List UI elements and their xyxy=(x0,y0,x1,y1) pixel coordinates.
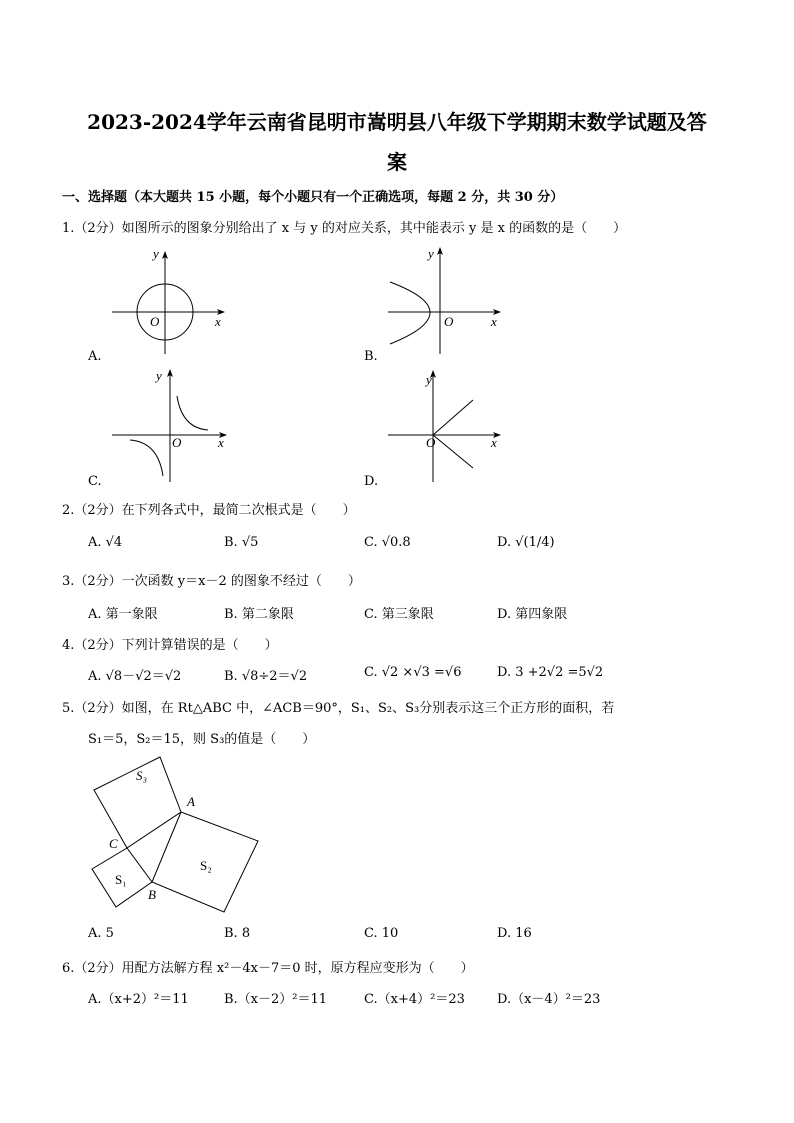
graph-b-x-label: x xyxy=(491,314,497,329)
graph-d-origin-label: O xyxy=(426,435,436,450)
graph-d-y-label: y xyxy=(426,372,432,387)
q1-option-d: D. xyxy=(364,474,379,489)
question-1-stem: 1.（2分）如图所示的图象分别给出了 x 与 y 的对应关系，其中能表示 y 是 x 的函数的是（ ） xyxy=(62,221,627,236)
label-s3: S₃ xyxy=(136,768,148,783)
q4-option-d: D. 3 +2√2 =5√2 xyxy=(497,665,604,680)
question-5-stem: 5.（2分）如图，在 Rt△ABC 中，∠ACB＝90°，S₁、S₂、S₃分别表示这三个正方形的面积，若 xyxy=(62,701,615,716)
label-b: B xyxy=(148,887,156,902)
question-2-stem: 2.（2分）在下列各式中，最简二次根式是（ ） xyxy=(62,503,356,518)
q5-option-b: B. 8 xyxy=(224,926,251,941)
q6-option-d: D.（x－4）²＝23 xyxy=(497,992,601,1007)
q6-option-b: B.（x－2）²＝11 xyxy=(224,992,328,1007)
document-title: 2023-2024学年云南省昆明市嵩明县八年级下学期期末数学试题及答 xyxy=(87,110,707,134)
question-4-stem: 4.（2分）下列计算错误的是（ ） xyxy=(62,638,278,653)
q4-option-b: B. √8÷2＝√2 xyxy=(224,669,308,684)
q2-option-b: B. √5 xyxy=(224,535,259,550)
graph-b-y-label: y xyxy=(428,246,434,261)
document-title-continued: 案 xyxy=(387,150,407,174)
graph-c-y-label: y xyxy=(156,368,162,383)
question-6-stem: 6.（2分）用配方法解方程 x²－4x－7＝0 时，原方程应变形为（ ） xyxy=(62,961,474,976)
q5-option-a: A. 5 xyxy=(88,926,114,941)
graph-b-origin-label: O xyxy=(444,314,454,329)
graph-a-x-label: x xyxy=(215,314,221,329)
graph-d-x-label: x xyxy=(491,435,497,450)
q3-option-d: D. 第四象限 xyxy=(497,607,568,622)
q2-option-d: D. √(1/4) xyxy=(497,535,555,550)
graph-a-y-label: y xyxy=(153,246,159,261)
graph-a-origin-label: O xyxy=(150,314,160,329)
q2-option-a: A. √4 xyxy=(88,535,123,550)
question-5-stem-continued: S₁＝5，S₂＝15，则 S₃的值是（ ） xyxy=(88,732,316,747)
label-a: A xyxy=(187,794,195,809)
q1-option-b: B. xyxy=(364,349,378,364)
q4-option-c: C. √2 ×√3 =√6 xyxy=(364,665,462,680)
q3-option-c: C. 第三象限 xyxy=(364,607,434,622)
question-3-stem: 3.（2分）一次函数 y＝x－2 的图象不经过（ ） xyxy=(62,574,361,589)
q6-option-c: C.（x+4）²＝23 xyxy=(364,992,465,1007)
q3-option-a: A. 第一象限 xyxy=(88,607,158,622)
graph-c-x-label: x xyxy=(218,435,224,450)
label-c: C xyxy=(109,836,118,851)
label-s1: S₁ xyxy=(115,872,127,887)
q3-option-b: B. 第二象限 xyxy=(224,607,294,622)
section-heading: 一、选择题（本大题共 15 小题，每个小题只有一个正确选项，每题 2 分，共 30 分） xyxy=(62,190,564,205)
q5-option-d: D. 16 xyxy=(497,926,532,941)
q1-option-a: A. xyxy=(88,349,102,364)
q1-option-c: C. xyxy=(88,474,102,489)
q2-option-c: C. √0.8 xyxy=(364,535,411,550)
label-s2: S₂ xyxy=(200,858,212,873)
q5-option-c: C. 10 xyxy=(364,926,399,941)
graph-c-origin-label: O xyxy=(172,435,182,450)
q6-option-a: A.（x+2）²＝11 xyxy=(88,992,189,1007)
q4-option-a: A. √8－√2＝√2 xyxy=(88,669,182,684)
